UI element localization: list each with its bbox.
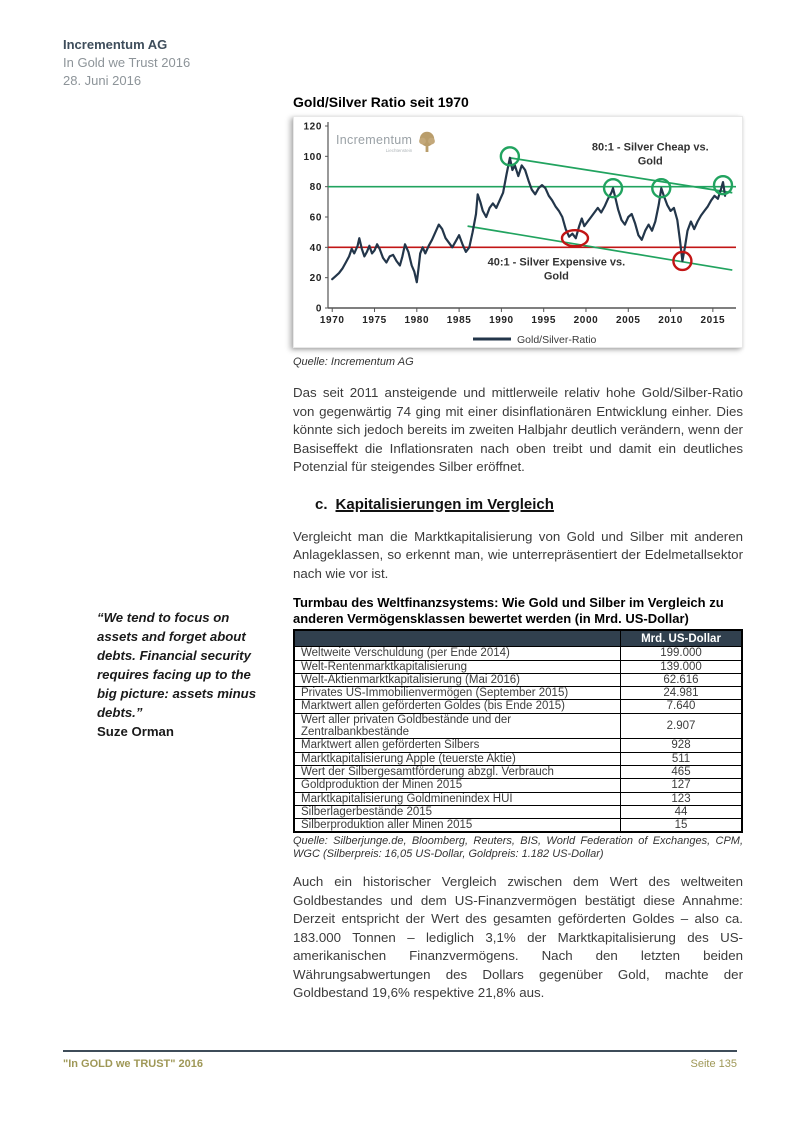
row-value: 24.981 <box>621 687 743 700</box>
svg-text:100: 100 <box>303 151 322 163</box>
row-label: Marktwert allen geförderten Silbers <box>294 739 621 752</box>
row-value: 928 <box>621 739 743 752</box>
svg-text:1970: 1970 <box>319 315 345 326</box>
row-value: 511 <box>621 752 743 765</box>
table-header-value: Mrd. US-Dollar <box>621 630 743 647</box>
footer-rule <box>63 1050 737 1052</box>
row-label: Marktkapitalisierung Goldminenindex HUI <box>294 792 621 805</box>
row-value: 44 <box>621 805 743 818</box>
row-value: 2.907 <box>621 713 743 739</box>
footer-page-number: Seite 135 <box>690 1058 737 1070</box>
svg-text:Gold: Gold <box>543 270 569 283</box>
table-row <box>294 752 742 765</box>
logo-name: Incrementum <box>336 133 413 147</box>
row-label: Privates US-Immobilienvermögen (September 2015) <box>294 687 621 700</box>
logo-subtitle: Liechtenstein <box>385 148 413 153</box>
table-row <box>294 713 742 739</box>
section-heading <box>315 496 743 513</box>
header-company: Incrementum AG <box>63 37 168 52</box>
svg-text:40:1 - Silver Expensive vs.: 40:1 - Silver Expensive vs. <box>487 256 626 269</box>
row-label: Marktwert allen geförderten Goldes (bis Ende 2015) <box>294 700 621 713</box>
footer-left: "In GOLD we TRUST" 2016 <box>63 1058 204 1070</box>
row-label: Marktkapitalisierung Apple (teuerste Aktie) <box>294 752 621 765</box>
header-date: 28. Juni 2016 <box>63 73 142 88</box>
svg-text:20: 20 <box>309 273 322 285</box>
svg-text:40: 40 <box>309 242 322 254</box>
table-row <box>294 687 742 700</box>
svg-text:2000: 2000 <box>573 315 599 326</box>
svg-text:80:1 - Silver Cheap vs.: 80:1 - Silver Cheap vs. <box>591 141 709 154</box>
chart-canvas <box>294 117 742 347</box>
svg-text:0: 0 <box>315 303 322 315</box>
svg-text:1985: 1985 <box>446 315 472 326</box>
chart-source: Quelle: Incrementum AG <box>293 356 414 368</box>
page-header <box>63 36 190 90</box>
row-label: Weltweite Verschuldung (per Ende 2014) <box>294 647 621 660</box>
quote-text: “We tend to focus on assets and forget about debts. Financial security requires facing up to the big picture: assets minus debts.” <box>97 610 257 720</box>
row-label: Wert aller privaten Goldbestände und der Zentralbankbestände <box>294 713 621 739</box>
paragraph-3: Auch ein historischer Vergleich zwischen dem Wert des weltweiten Goldbestandes und dem US-Finanzvermögen bestätigt diese Annahme: Derzeit entspricht der Wert des gesamten geförderten Goldes – also ca. 183.000 Tonnen – lediglich 3,1% der Marktkapitalisierung des US-amerikanischen Finanzvermögens. Nach den letzten beiden Währungsabwertungen des Dollars gegenüber Gold, machte der Goldbestand 19,6% respektive 21,8% aus. <box>293 874 743 1001</box>
row-value: 15 <box>621 819 743 833</box>
chart-title: Gold/Silver Ratio seit 1970 <box>293 94 469 110</box>
main-column <box>293 94 743 1003</box>
quote-author: Suze Orman <box>97 724 174 739</box>
table-row <box>294 779 742 792</box>
paragraph-1: Das seit 2011 ansteigende und mittlerweile relativ hohe Gold/Silber-Ratio von gegenwärtig 74 ging mit einer disinflationären Entwicklung einher. Dies könnte sich jedoch bereits im zweiten Halbjahr deutlich verändern, wenn der Basiseffekt die Inflationsraten nach oben treibt und damit ein deutliches Potenzial für steigendes Silber eröffnet. <box>293 385 743 474</box>
section-label: c. <box>315 495 328 513</box>
table-row <box>294 647 742 660</box>
svg-text:1975: 1975 <box>362 315 387 326</box>
svg-text:1995: 1995 <box>531 315 557 326</box>
table-row <box>294 700 742 713</box>
chart-svg <box>294 117 742 347</box>
table-row <box>294 805 742 818</box>
row-value: 62.616 <box>621 673 743 686</box>
row-label: Silberlagerbestände 2015 <box>294 805 621 818</box>
capitalization-table <box>293 629 743 833</box>
svg-text:2010: 2010 <box>658 315 683 326</box>
row-label: Welt-Aktienmarktkapitalisierung (Mai 2016) <box>294 673 621 686</box>
svg-text:2015: 2015 <box>700 315 726 326</box>
table-row <box>294 673 742 686</box>
header-report-title: In Gold we Trust 2016 <box>63 55 191 70</box>
row-value: 127 <box>621 779 743 792</box>
table-row <box>294 765 742 778</box>
svg-text:Gold: Gold <box>637 155 663 168</box>
margin-quote <box>97 608 273 741</box>
table-header-label <box>294 630 621 647</box>
page-footer <box>63 1050 737 1070</box>
table-row <box>294 739 742 752</box>
table-source: Quelle: Silberjunge.de, Bloomberg, Reuters, BIS, World Federation of Exchanges, CPM, WGC (Silberpreis: 16,05 US-Dollar, Goldpreis: 1.182 US-Dollar) <box>293 835 743 861</box>
svg-text:Gold/Silver-Ratio: Gold/Silver-Ratio <box>517 334 597 346</box>
svg-text:1980: 1980 <box>404 315 430 326</box>
svg-text:80: 80 <box>309 182 322 194</box>
svg-text:2005: 2005 <box>615 315 641 326</box>
svg-text:120: 120 <box>303 121 322 133</box>
gold-silver-ratio-chart <box>293 116 743 348</box>
svg-text:1990: 1990 <box>489 315 514 326</box>
row-value: 199.000 <box>621 647 743 660</box>
table-row <box>294 819 742 833</box>
table-title: Turmbau des Weltfinanzsystems: Wie Gold und Silber im Vergleich zu anderen Vermögensklassen bewertet werden (in Mrd. US-Dollar) <box>293 595 724 626</box>
row-value: 123 <box>621 792 743 805</box>
section-title: Kapitalisierungen im Vergleich <box>335 495 554 513</box>
row-label: Welt-Rentenmarktkapitalisierung <box>294 660 621 673</box>
table-row <box>294 660 742 673</box>
paragraph-2: Vergleicht man die Marktkapitalisierung von Gold und Silber mit anderen Anlageklassen, so erkennt man, wie unterrepräsentiert der Edelmetallsektor nach wie vor ist. <box>293 528 743 581</box>
row-label: Wert der Silbergesamtförderung abzgl. Verbrauch <box>294 765 621 778</box>
table-header-row <box>294 630 742 647</box>
row-label: Silberproduktion aller Minen 2015 <box>294 819 621 833</box>
row-value: 7.640 <box>621 700 743 713</box>
row-value: 465 <box>621 765 743 778</box>
row-label: Goldproduktion der Minen 2015 <box>294 779 621 792</box>
row-value: 139.000 <box>621 660 743 673</box>
svg-text:60: 60 <box>309 212 322 224</box>
table-row <box>294 792 742 805</box>
